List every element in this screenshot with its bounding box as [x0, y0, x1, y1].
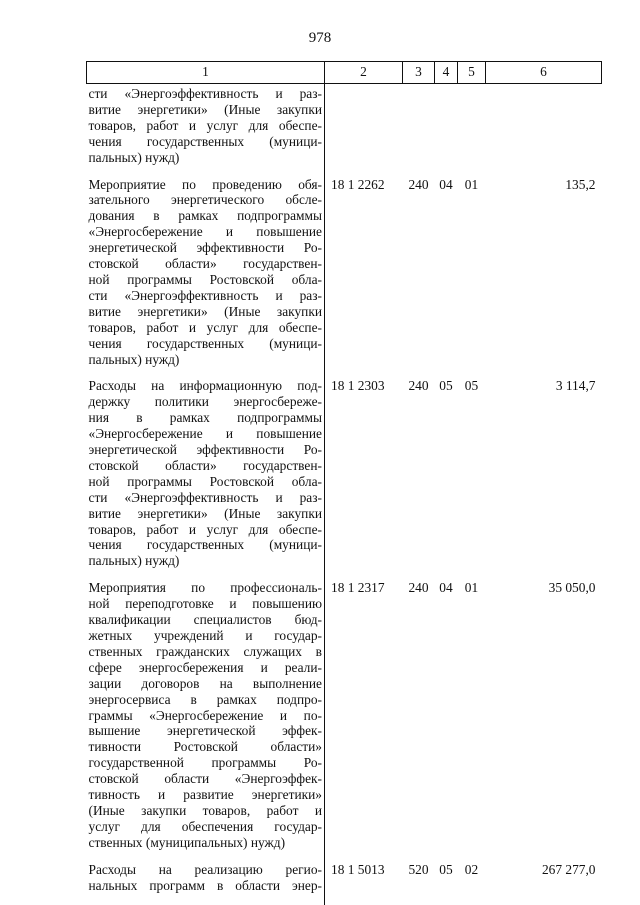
- row-amount: 267 277,0: [541, 861, 596, 877]
- row-expense-type: 240: [408, 176, 429, 192]
- page-number: 978: [308, 30, 332, 46]
- row-description-tail: пальных) нужд): [88, 351, 180, 367]
- row-subsection: 05: [464, 378, 479, 394]
- row-code: 18 1 2303: [331, 378, 385, 394]
- header-col-1: 1: [87, 62, 325, 84]
- row-expense-type: [403, 84, 435, 177]
- table-row: [87, 580, 602, 861]
- row-code: 18 1 5013: [331, 861, 385, 877]
- row-description: [87, 580, 325, 861]
- row-section: 04: [439, 176, 453, 192]
- row-description: [87, 84, 325, 177]
- row-code: [325, 84, 403, 177]
- header-col-6: 6: [486, 62, 602, 84]
- header-col-4: 4: [435, 62, 458, 84]
- row-description-text: Мероприятия по профессиональ- ной переподготовке и повышению квалификации специалистов бюд- жетных учреждений и государ- ственных гражданских служащих в сфере энергосбережения и реали- зации договоров на выполнение энергосервиса в рамках подпро- граммы «Энергосбережение и по- вышение энергетической эффек- тивности Ростовской области» государственной программы Ро- стовской области «Энергоэффек- тивность и развитие энергетики» (Иные закупки товаров, работ и услуг для обеспечения государ-: [88, 580, 322, 834]
- row-subsection: 02: [464, 861, 479, 877]
- row-description-tail: ственных (муниципальных) нужд): [88, 834, 286, 850]
- table-row: [87, 862, 602, 905]
- row-amount: 3 114,7: [555, 378, 596, 394]
- row-section: 05: [439, 378, 453, 394]
- table-row: [87, 378, 602, 580]
- row-description: [87, 378, 325, 580]
- table-header-row: [87, 62, 602, 84]
- header-col-5: 5: [458, 62, 486, 84]
- row-expense-type: 240: [408, 580, 429, 596]
- budget-table: [86, 61, 602, 905]
- row-description-tail: пальных) нужд): [88, 149, 180, 165]
- row-amount: 135,2: [565, 176, 596, 192]
- row-description-tail: пальных) нужд): [88, 553, 180, 569]
- row-description-text: Мероприятие по проведению обя- зательного энергетического обсле- дования в рамках подпрограммы «Энергосбережение и повышение энергетической эффективности Ро- стовской области» государствен- ной программы Ростовской обла- сти «Энергоэффективность и раз- витие энергетики» (Иные закупки товаров, работ и услуг для обеспе- чения государственных (муници-: [88, 176, 322, 351]
- header-col-2: 2: [325, 62, 403, 84]
- row-section: [435, 84, 458, 177]
- row-subsection: [458, 84, 486, 177]
- row-section: 04: [439, 580, 453, 596]
- row-description: [87, 177, 325, 379]
- row-subsection: 01: [464, 580, 479, 596]
- table-row: [87, 84, 602, 177]
- row-subsection: 01: [464, 176, 479, 192]
- row-code: 18 1 2262: [331, 176, 385, 192]
- row-amount: 35 050,0: [548, 580, 596, 596]
- row-amount: [486, 84, 602, 177]
- row-section: 05: [439, 861, 453, 877]
- row-code: 18 1 2317: [331, 580, 385, 596]
- row-description-text: Расходы на информационную под- держку политики энергосбереже- ния в рамках подпрограммы «Энергосбережение и повышение энергетической эффективности Ро- стовской области» государствен- ной программы Ростовской обла- сти «Энергоэффективность и раз- витие энергетики» (Иные закупки товаров, работ и услуг для обеспе- чения государственных (муници-: [88, 378, 322, 553]
- table-row: [87, 177, 602, 379]
- row-expense-type: 520: [408, 861, 429, 877]
- row-description: [87, 862, 325, 905]
- row-description-text: сти «Энергоэффективность и раз- витие энергетики» (Иные закупки товаров, работ и услуг для обеспе- чения государственных (муници-: [88, 86, 322, 149]
- row-expense-type: 240: [408, 378, 429, 394]
- row-description-text: Расходы на реализацию регио- нальных программ в области энер-: [88, 861, 322, 893]
- header-col-3: 3: [403, 62, 435, 84]
